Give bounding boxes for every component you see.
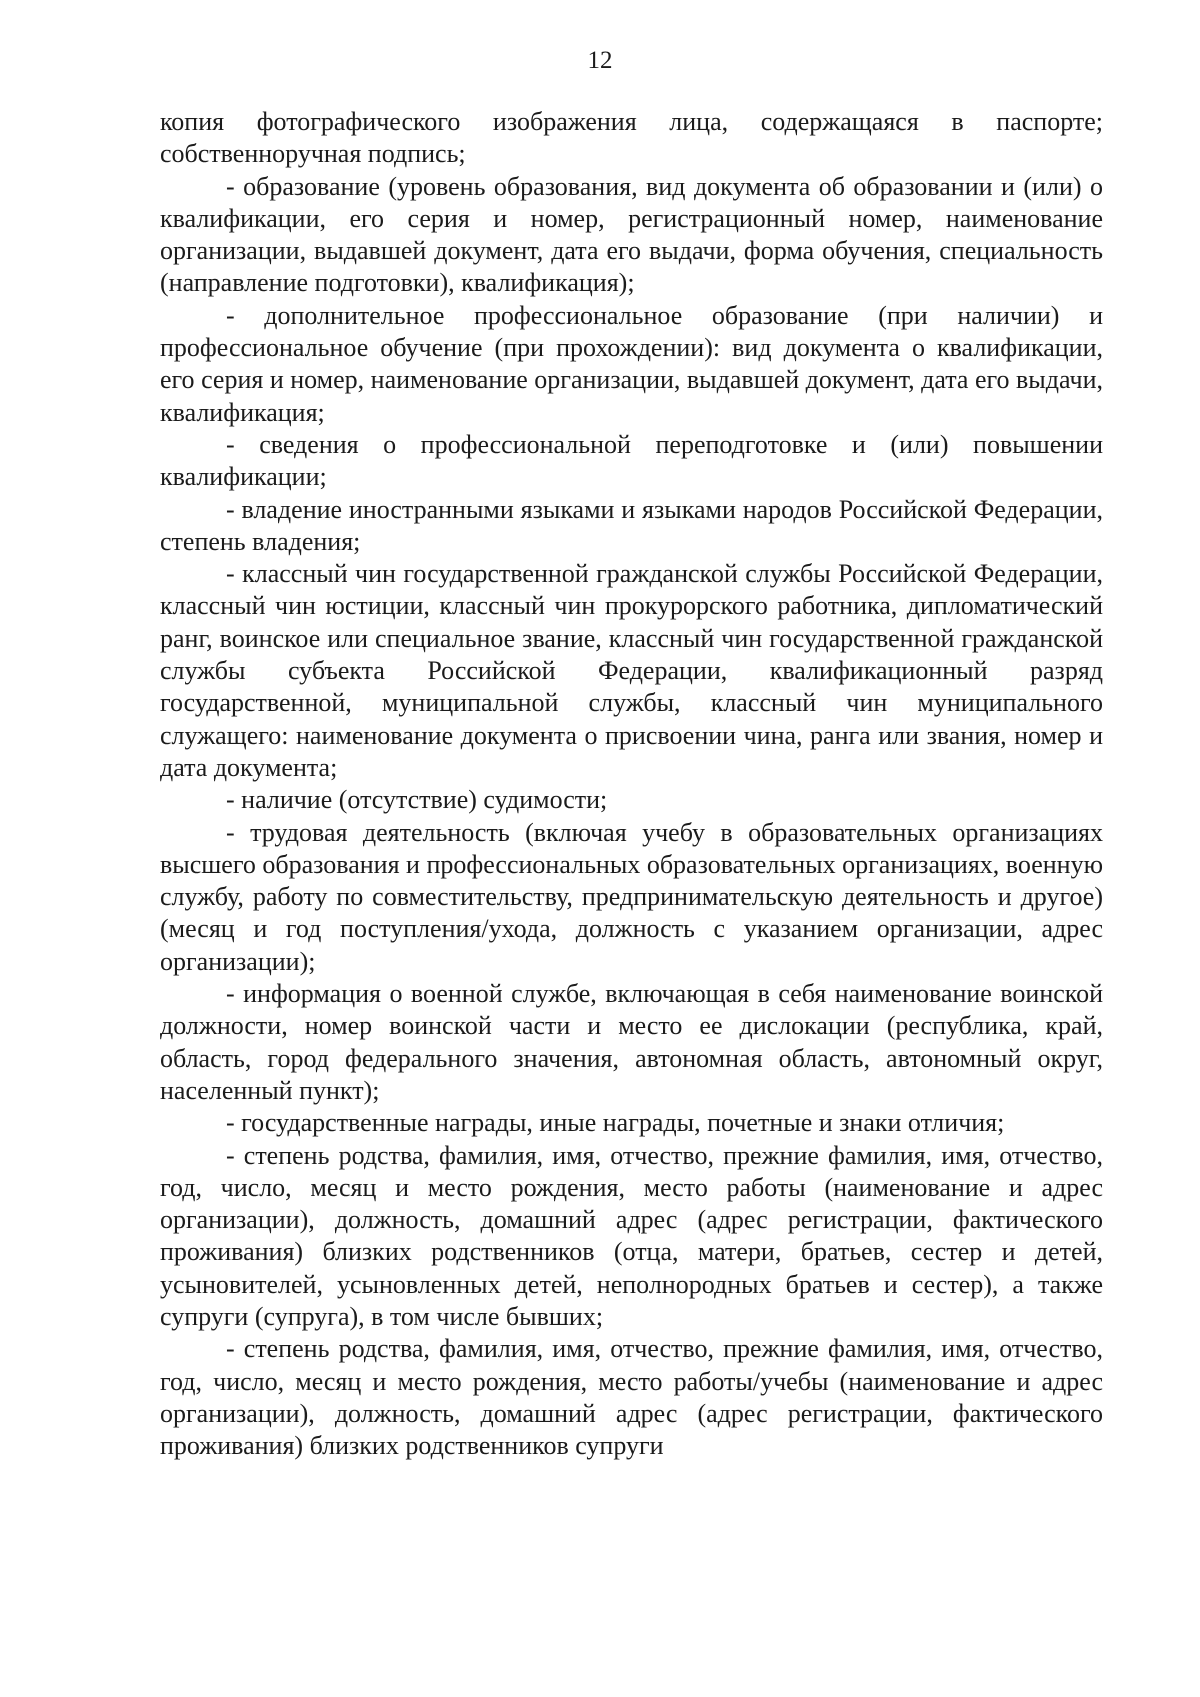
paragraph-retraining: - сведения о профессиональной переподготовке и (или) повышении квалификации;	[160, 429, 1103, 492]
paragraph-spouse-relatives: - степень родства, фамилия, имя, отчество, прежние фамилия, имя, отчество, год, число, месяц и место рождения, место работы/учебы (наименование и адрес организации), должность, домашний адрес (адрес регистрации, фактического проживания) близких родственников супруги	[160, 1334, 1103, 1461]
paragraph-additional-education: - дополнительное профессиональное образование (при наличии) и профессиональное обучение (при прохождении): вид документа о квалификации, его серия и номер, наименование организации, выдавшей документ, дата его выдачи, квалификация;	[160, 300, 1103, 427]
document-body	[160, 106, 1103, 1462]
paragraph-awards: - государственные награды, иные награды, почетные и знаки отличия;	[226, 1108, 1005, 1138]
paragraph-education: - образование (уровень образования, вид документа об образовании и (или) о квалификации, его серия и номер, регистрационный номер, наименование организации, выдавшей документ, дата его выдачи, форма обучения, специальность (направление подготовки), квалификация);	[160, 171, 1103, 298]
paragraph-passport-photo: копия фотографического изображения лица, содержащаяся в паспорте; собственноручная подпись;	[160, 107, 1103, 169]
paragraph-criminal-record: - наличие (отсутствие) судимости;	[226, 785, 608, 815]
paragraph-work-history: - трудовая деятельность (включая учебу в образовательных организациях высшего образования и профессиональных образовательных организациях, военную службу, работу по совместительству, предпринимательскую деятельность и другое) (месяц и год поступления/ухода, должность с указанием организации, адрес организации);	[160, 817, 1103, 976]
paragraph-close-relatives: - степень родства, фамилия, имя, отчество, прежние фамилия, имя, отчество, год, число, месяц и место рождения, место работы (наименование и адрес организации), должность, домашний адрес (адрес регистрации, фактического проживания) близких родственников (отца, матери, братьев, сестер и детей, усыновителей, усыновленных детей, неполнородных братьев и сестер), а также супруги (супруга), в том числе бывших;	[160, 1140, 1103, 1331]
paragraph-class-rank: - классный чин государственной гражданской службы Российской Федерации, классный чин юстиции, классный чин прокурорского работника, дипломатический ранг, воинское или специальное звание, классный чин государственной гражданской службы субъекта Российской Федерации, квалификационный разряд государственной, муниципальной службы, классный чин муниципального служащего: наименование документа о присвоении чина, ранга или звания, номер и дата документа;	[160, 559, 1103, 782]
paragraph-military-service: - информация о военной службе, включающая в себя наименование воинской должности, номер воинской части и место ее дислокации (республика, край, область, город федерального значения, автономная область, автономный округ, населенный пункт);	[160, 979, 1103, 1105]
page-number: 12	[587, 47, 613, 74]
paragraph-languages: - владение иностранными языками и языками народов Российской Федерации, степень владения;	[160, 494, 1103, 556]
